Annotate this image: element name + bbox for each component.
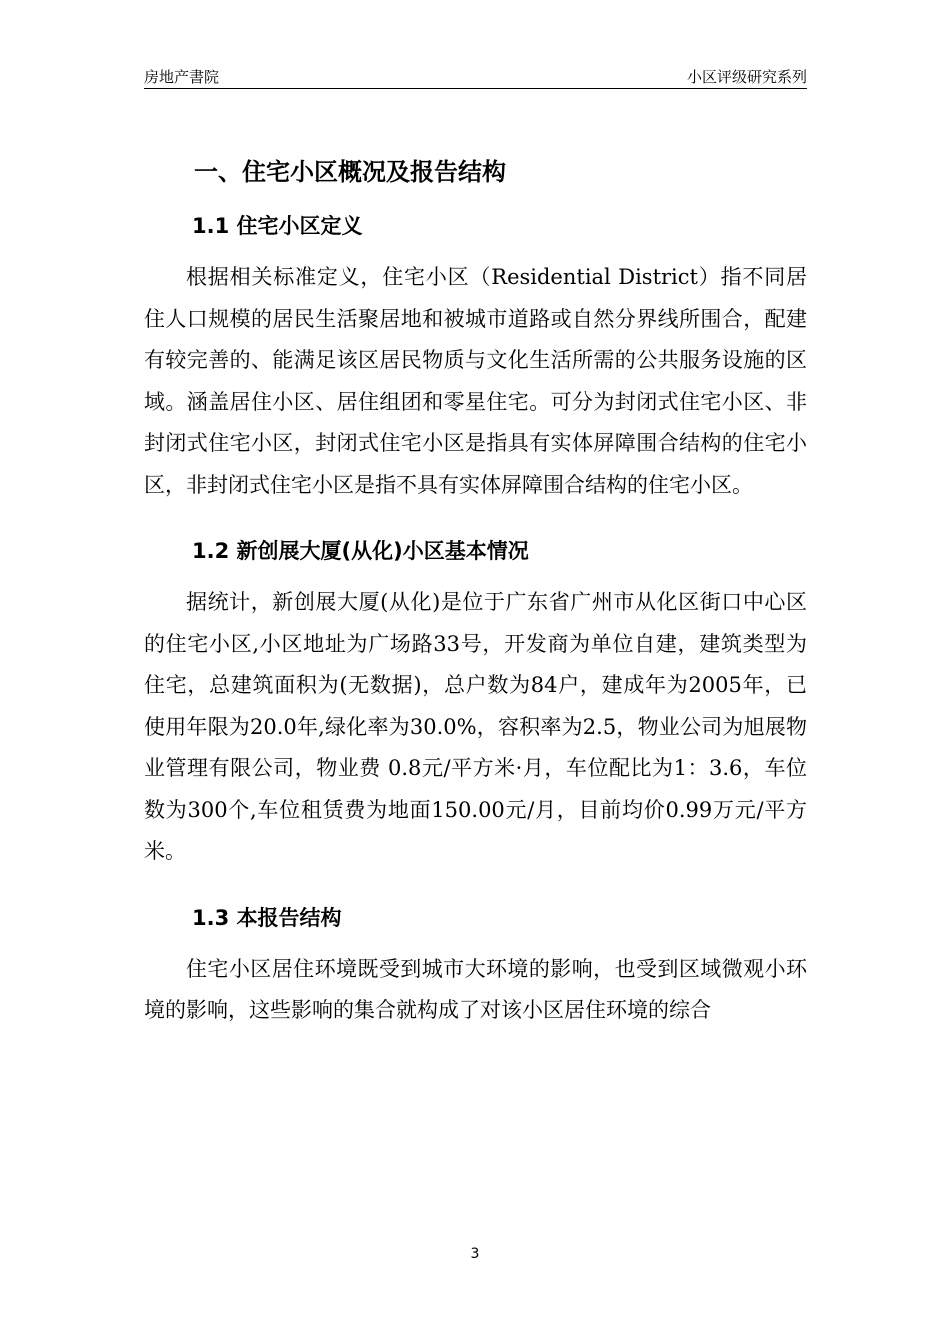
section-heading-1-2: 1.2 新创展大厦(从化)小区基本情况 [192,539,529,563]
section-heading-1-1: 1.1 住宅小区定义 [192,214,363,238]
page-header [144,66,807,89]
page-number: 3 [470,1246,480,1262]
document-body [144,135,807,1046]
chapter-title: 一、住宅小区概况及报告结构 [194,158,506,186]
header-series-title: 小区评级研究系列 [686,68,807,86]
section-paragraph-1-2: 据统计，新创展大厦(从化)是位于广东省广州市从化区街口中心区的住宅小区,小区地址为广场路33号，开发商为单位自建，建筑类型为住宅，总建筑面积为(无数据)，总户数为84户，建成年为2005年，已使用年限为20.0年,绿化率为30.0%，容积率为2.5，物业公司为旭展物业管理有限公司，物业费 0.8元/平方米·月，车位配比为1：3.6，车位数为300个,车位租赁费为地面150.00元/月，目前均价0.99万元/平方米。 [144,590,807,863]
section-paragraph-1-1: 根据相关标准定义，住宅小区（Residential District）指不同居住人口规模的居民生活聚居地和被城市道路或自然分界线所围合，配建有较完善的、能满足该区居民物质与文化生活所需的公共服务设施的区域。涵盖居住小区、居住组团和零星住宅。可分为封闭式住宅小区、非封闭式住宅小区，封闭式住宅小区是指具有实体屏障围合结构的住宅小区，非封闭式住宅小区是指不具有实体屏障围合结构的住宅小区。 [144,265,807,497]
section-heading-1-3: 1.3 本报告结构 [192,905,342,930]
section-paragraph-1-3: 住宅小区居住环境既受到城市大环境的影响，也受到区域微观小环境的影响，这些影响的集合就构成了对该小区居住环境的综合 [144,956,807,1022]
header-publisher: 房地产書院 [144,68,220,86]
